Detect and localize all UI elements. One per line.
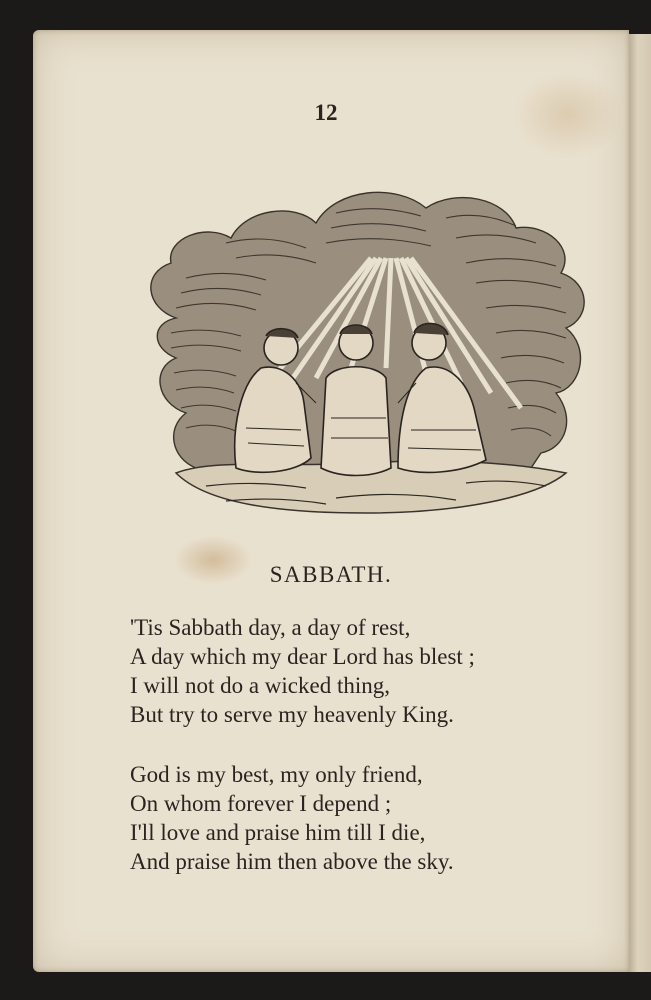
poem-line: 'Tis Sabbath day, a day of rest, [130, 615, 411, 640]
book-page [33, 30, 629, 972]
poem-line: On whom forever I depend ; [130, 791, 392, 816]
stanza [130, 613, 475, 729]
poem-line: I will not do a wicked thing, [130, 673, 390, 698]
stanza [130, 760, 454, 876]
next-page-edge [629, 34, 651, 972]
poem-line: But try to serve my heavenly King. [130, 702, 454, 727]
prayer-illustration [136, 168, 596, 538]
poem-line: And praise him then above the sky. [130, 849, 454, 874]
poem-line: God is my best, my only friend, [130, 762, 423, 787]
poem-title: SABBATH. [269, 562, 393, 587]
poem-line: A day which my dear Lord has blest ; [130, 644, 475, 669]
poem-line: I'll love and praise him till I die, [130, 820, 426, 845]
page-number: 12 [314, 100, 338, 125]
